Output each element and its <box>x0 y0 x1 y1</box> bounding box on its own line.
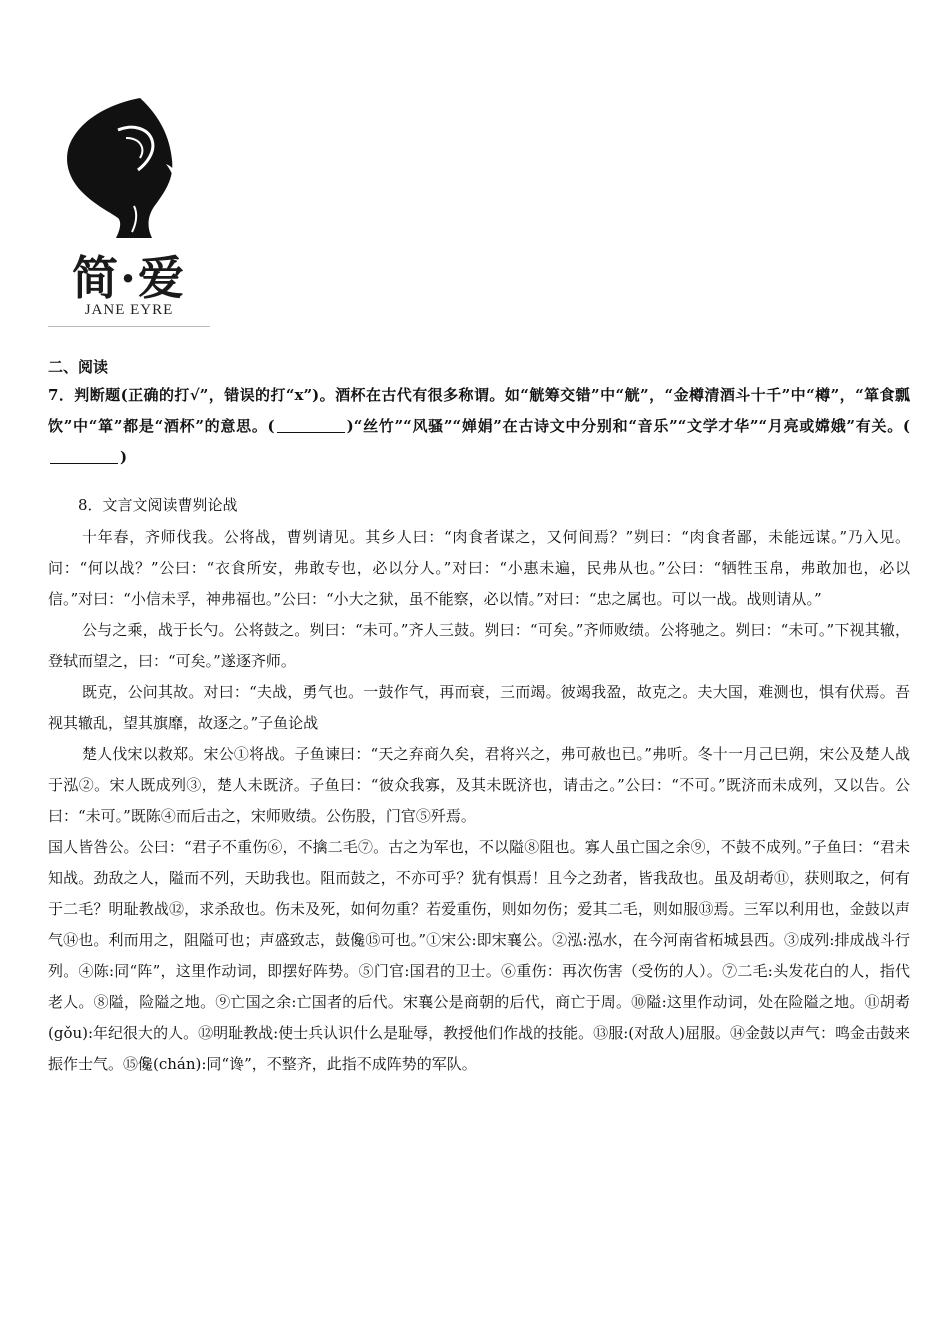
section-title: 二、阅读 <box>48 358 109 376</box>
passage-paragraph-3: 既克，公问其故。对曰：“夫战，勇气也。一鼓作气，再而衰，三而竭。彼竭我盈，故克之。夫大国，难测也，惧有伏焉。吾视其辙乱，望其旗靡，故逐之。”子鱼论战 <box>48 683 910 732</box>
cover-title: 简·爱 <box>71 251 186 305</box>
silhouette-illustration <box>48 94 210 244</box>
q7-answer-blank-2[interactable] <box>50 445 118 464</box>
q7-text-part3: ) <box>120 448 128 466</box>
passage-paragraph-1: 十年春，齐师伐我。公将战，曹刿请见。其乡人曰：“肉食者谋之，又何间焉？”刿曰：“肉食者鄙，未能远谋。”乃入见。问：“何以战？”公曰：“衣食所安，弗敢专也，必以分人。”对曰：“小惠未遍，民弗从也。”公曰：“牺牲玉帛，弗敢加也，必以信。”对曰：“小信未孚，神弗福也。”公曰：“小大之狱，虽不能察，必以情。”对曰：“忠之属也。可以一战。战则请从。” <box>48 528 910 608</box>
question-7 <box>48 380 910 473</box>
q7-text-part1: 7．判断题(正确的打√”，错误的打“x”)。酒杯在古代有很多称谓。如“觥筹交错”中“觥”，“金樽清酒斗十千”中“樽”，“箪食瓢饮”中“箪”都是“酒杯”的意思。( <box>48 386 910 435</box>
passage-paragraph-4: 楚人伐宋以救郑。宋公①将战。子鱼谏曰：“天之弃商久矣，君将兴之，弗可赦也已。”弗听。冬十一月己巳朔，宋公及楚人战于泓②。宋人既成列③，楚人未既济。子鱼曰：“彼众我寡，及其未既济也，请击之。”公曰：“不可。”既济而未成列，又以告。公曰：“未可。”既陈④而后击之，宋师败绩。公伤股，门官⑤歼焉。 <box>48 745 910 825</box>
classical-chinese-passage <box>48 522 910 1080</box>
question-8-title: 8．文言文阅读曹刿论战 <box>78 496 238 514</box>
cover-divider <box>48 326 210 327</box>
q7-text-part2: )“丝竹”“风骚”“婵娟”在古诗文中分别和“音乐”“文学才华”“月亮或嫦娥”有关。( <box>346 417 910 435</box>
passage-paragraph-5: 国人皆咎公。公曰：“君子不重伤⑥，不擒二毛⑦。古之为军也，不以隘⑧阻也。寡人虽亡国之余⑨，不鼓不成列。”子鱼曰：“君未知战。劲敌之人，隘而不列，天助我也。阻而鼓之，不亦可乎？犹有惧焉！且今之劲者，皆我敌也。虽及胡耇⑪，获则取之，何有于二毛？明耻教战⑫，求杀敌也。伤未及死，如何勿重？若爱重伤，则如勿伤；爱其二毛，则如服⑬焉。三军以利用也，金鼓以声气⑭也。利而用之，阻隘可也；声盛致志，鼓儳⑮可也。”①宋公:即宋襄公。②泓:泓水，在今河南省柘城县西。③成列:排成战斗行列。④陈:同“阵”，这里作动词，即摆好阵势。⑤门官:国君的卫士。⑥重伤：再次伤害（受伤的人）。⑦二毛:头发花白的人，指代老人。⑧隘，险隘之地。⑨亡国之余:亡国者的后代。宋襄公是商朝的后代，商亡于周。⑩隘:这里作动词，处在险隘之地。⑪胡耇(gǒu):年纪很大的人。⑫明耻教战:使士兵认识什么是耻辱，教授他们作战的技能。⑬服:(对敌人)屈服。⑭金鼓以声气：鸣金击鼓来振作士气。⑮儳(chán):同“谗”，不整齐，此指不成阵势的军队。 <box>48 838 910 1073</box>
book-cover-image <box>48 94 210 328</box>
passage-paragraph-2: 公与之乘，战于长勺。公将鼓之。刿曰：“未可。”齐人三鼓。刿曰：“可矣。”齐师败绩。公将驰之。刿曰：“未可。”下视其辙，登轼而望之，曰：“可矣。”遂逐齐师。 <box>48 621 910 670</box>
q7-answer-blank-1[interactable] <box>277 414 345 433</box>
cover-subtitle: JANE EYRE <box>84 302 174 318</box>
